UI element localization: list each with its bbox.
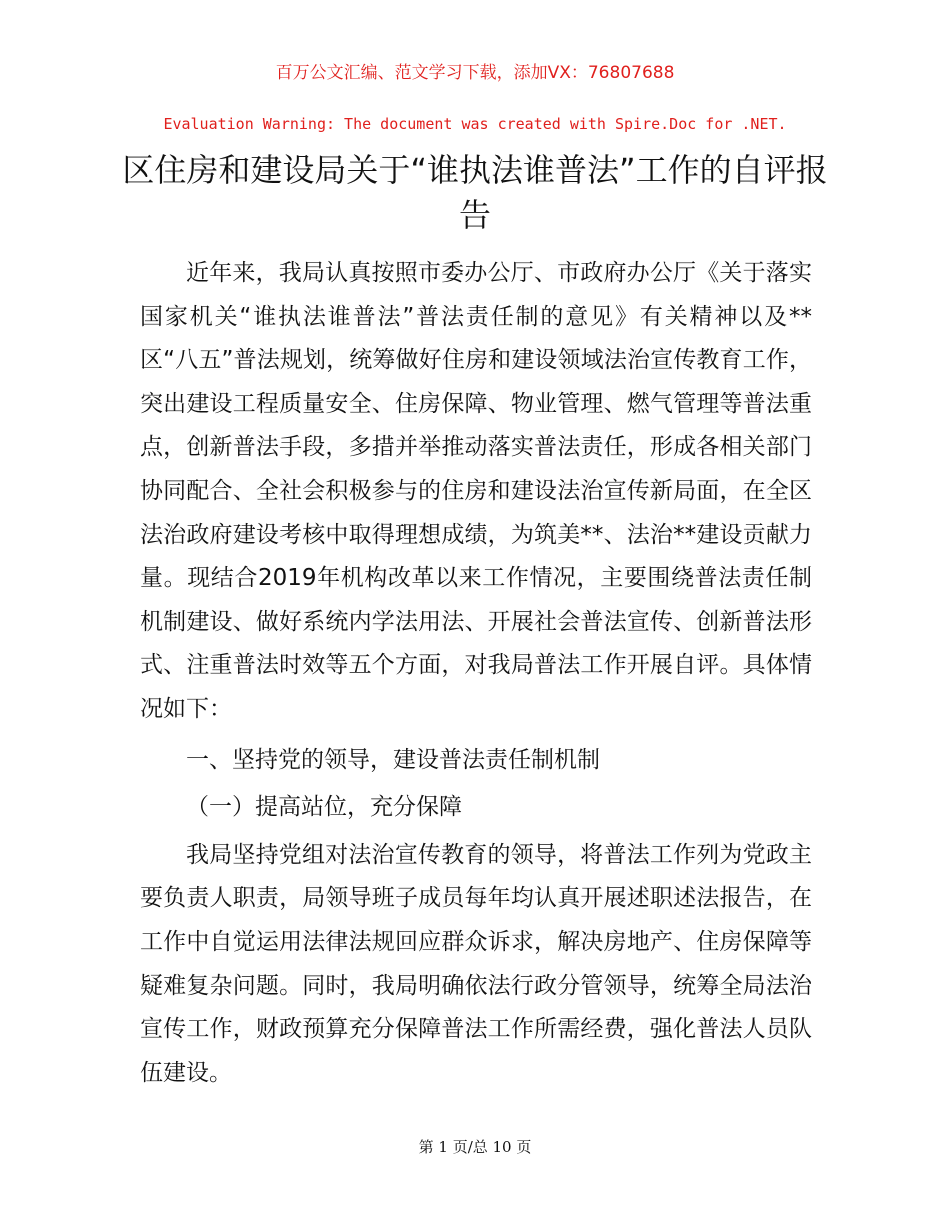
header-banner: 百万公文汇编、范文学习下载，添加VX：76807688 <box>275 63 675 83</box>
section-heading-1: 一、坚持党的领导，建设普法责任制机制 <box>186 746 600 773</box>
intro-paragraph: 近年来，我局认真按照市委办公厅、市政府办公厅《关于落实国家机关“谁执法谁普法”普法责任制的意见》有关精神以及**区“八五”普法规划，统筹做好住房和建设领域法治宣传教育工作，突出建设工程质量安全、住房保障、物业管理、燃气管理等普法重点，创新普法手段，多措并举推动落实普法责任，形成各相关部门协同配合、全社会积极参与的住房和建设法治宣传新局面，在全区法治政府建设考核中取得理想成绩，为筑美**、法治**建设贡献力量。现结合2019年机构改革以来工作情况，主要围绕普法责任制机制建设、做好系统内学法用法、开展社会普法宣传、创新普法形式、注重普法时效等五个方面，对我局普法工作开展自评。具体情况如下： <box>140 260 812 722</box>
body-paragraph: 我局坚持党组对法治宣传教育的领导，将普法工作列为党政主要负责人职责，局领导班子成员每年均认真开展述职述法报告，在工作中自觉运用法律法规回应群众诉求，解决房地产、住房保障等疑难复杂问题。同时，我局明确依法行政分管领导，统筹全局法治宣传工作，财政预算充分保障普法工作所需经费，强化普法人员队伍建设。 <box>140 841 812 1086</box>
document-title: 区住房和建设局关于“谁执法谁普法”工作的自评报告 <box>122 151 828 234</box>
page-number: 第 1 页/总 10 页 <box>418 1138 532 1156</box>
evaluation-warning: Evaluation Warning: The document was created with Spire.Doc for .NET. <box>163 115 787 133</box>
document-body <box>140 252 812 1095</box>
subsection-heading-1: （一）提高站位，充分保障 <box>186 794 462 821</box>
